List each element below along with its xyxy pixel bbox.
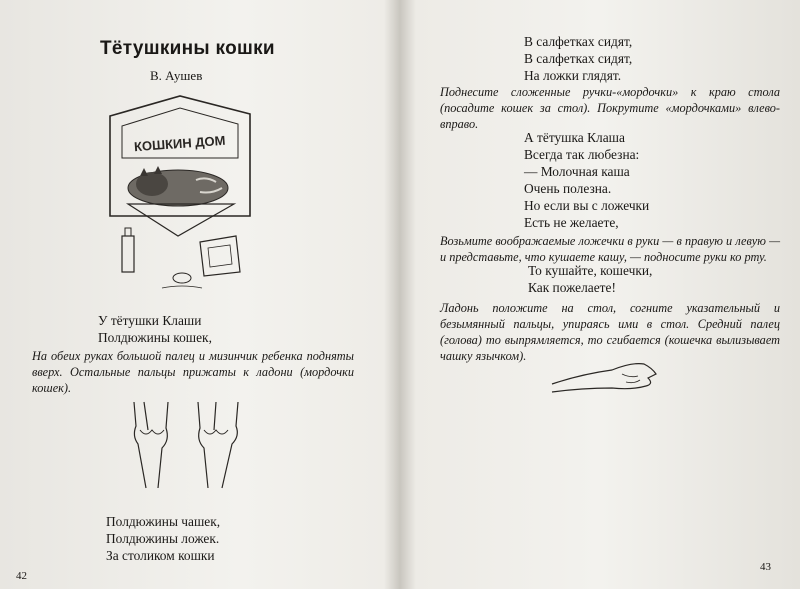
verse-line: Полдюжины чашек,	[106, 514, 221, 529]
verse-line: У тётушки Клаши	[98, 313, 202, 328]
instruction-1: Поднесите сложенные ручки-«мордочки» к краю стола (посадите кошек за стол). Покрутите «мордочками» влево-вправо.	[440, 85, 780, 131]
instruction-3: Ладонь положите на стол, согните указательный и безымянный пальцы, упираясь ими в стол. Средний палец (голова) то выпрямляется, то сгибается (кошечка вылизывает чашку язычком).	[440, 301, 780, 363]
sign-text: КОШКИН ДОМ	[133, 132, 226, 155]
cat-house-illustration	[100, 96, 260, 296]
instruction-1: На обеих руках большой палец и мизинчик ребенка подняты вверх. Остальные пальцы прижаты к ладони (мордочки кошек).	[32, 349, 354, 395]
verse-line: Полдюжины кошек,	[98, 330, 212, 345]
page-number-left: 42	[16, 570, 27, 582]
stanza-1	[524, 33, 632, 84]
verse-line: В салфетках сидят,	[524, 51, 633, 66]
poem-title: Тётушкины кошки	[100, 38, 275, 59]
verse-line: Очень полезна.	[524, 181, 612, 196]
stanza-3	[528, 262, 652, 296]
verse-line: На ложки глядят.	[524, 68, 622, 83]
verse-line: Но если вы с ложечки	[524, 198, 650, 213]
verse-line: А тётушка Клаша	[524, 130, 625, 145]
poem-author: В. Аушев	[150, 68, 203, 83]
stanza-1	[98, 312, 212, 346]
instruction-2: Возьмите воображаемые ложечки в руки — в правую и левую — и представьте, что кушаете кашу, — подносите руки ко рту.	[440, 234, 780, 264]
verse-line: То кушайте, кошечки,	[528, 263, 653, 278]
verse-line: Всегда так любезна:	[524, 147, 640, 162]
verse-line: Есть не желаете,	[524, 215, 619, 230]
verse-line: В салфетках сидят,	[524, 34, 633, 49]
flat-hand-illustration	[552, 356, 662, 396]
verse-line: — Молочная каша	[524, 164, 630, 179]
verse-line: За столиком кошки	[106, 548, 215, 563]
stanza-2	[106, 513, 220, 564]
stanza-2	[524, 129, 649, 231]
right-page	[402, 0, 800, 589]
verse-line: Полдюжины ложек.	[106, 531, 220, 546]
hand-gesture-illustration	[126, 400, 256, 490]
page-number-right: 43	[760, 561, 771, 573]
left-page	[0, 0, 398, 589]
verse-line: Как пожелаете!	[528, 280, 616, 295]
